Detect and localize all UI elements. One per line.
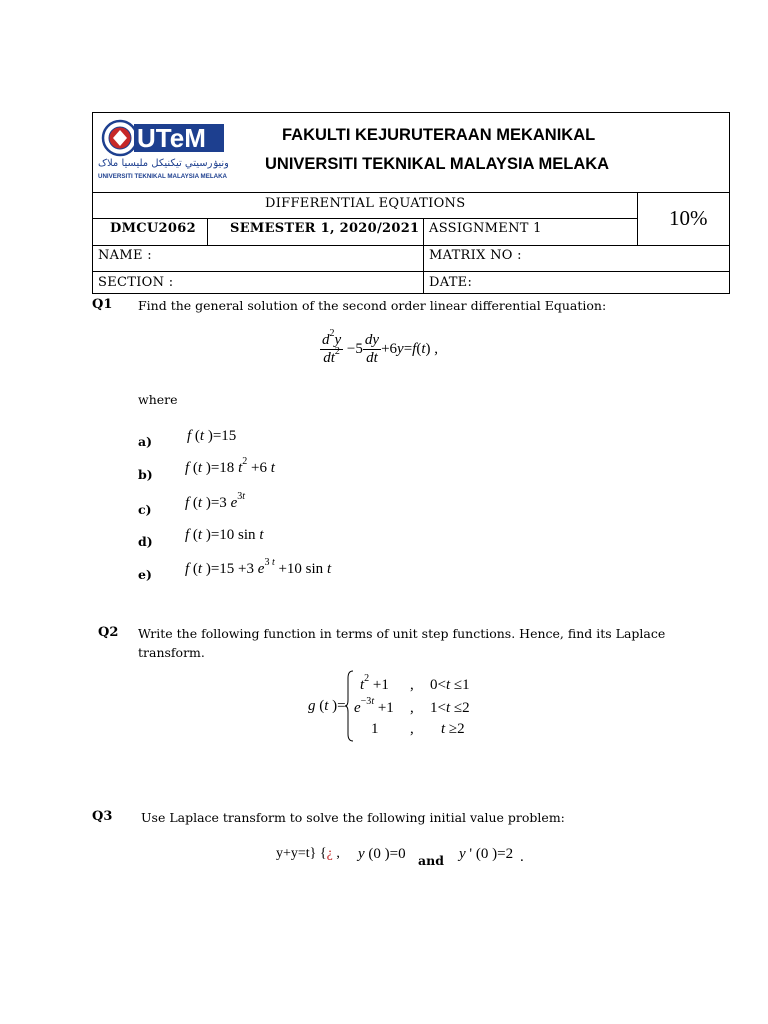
col-divider xyxy=(423,218,424,294)
university-title: UNIVERSITI TEKNIKAL MALAYSIA MELAKA xyxy=(265,155,610,173)
question-text: Find the general solution of the second order linear differential Equation: xyxy=(138,298,607,313)
part-label: a) xyxy=(138,434,153,449)
piece-1-expr: $t^2 +1$ xyxy=(360,673,389,693)
matrix-label: MATRIX NO : xyxy=(429,248,522,263)
subject-title: DIFFERENTIAL EQUATIONS xyxy=(265,196,466,211)
part-label: b) xyxy=(138,467,153,482)
part-label: d) xyxy=(138,534,153,549)
part-b-equation: f (t )=18 $t^2 +6$ t xyxy=(185,456,275,476)
piece-3-domain: t ≥2 xyxy=(441,721,465,737)
date-label: DATE: xyxy=(429,275,473,290)
part-label: e) xyxy=(138,567,152,582)
question-number: Q3 xyxy=(92,809,113,824)
row-divider xyxy=(92,271,730,272)
piece-3-expr: 1 xyxy=(371,721,379,737)
col-divider xyxy=(207,218,208,245)
piece-2-expr: $e^{-3t} +1$ xyxy=(354,696,394,716)
question-number: Q1 xyxy=(92,297,113,312)
question-text: Write the following function in terms of unit step functions. Hence, find its Laplace xyxy=(138,626,666,641)
q1-equation: $\frac{d^2y}{dt^2}$ −5 $\frac{dy}{dt}$ +6y=f(t) , xyxy=(322,328,439,366)
part-a-equation: f (t )=15 xyxy=(187,428,237,444)
part-label: c) xyxy=(138,502,152,517)
section-label: SECTION : xyxy=(98,275,174,290)
q3-ode: y+y=t} {¿ , xyxy=(276,846,340,861)
faculty-title: FAKULTI KEJURUTERAAN MEKANIKAL xyxy=(282,126,596,144)
g-of-t-label: g (t )= xyxy=(308,698,346,714)
utem-logo-graphic xyxy=(96,116,228,188)
row-divider xyxy=(92,245,730,246)
and-word: and xyxy=(418,853,444,868)
course-code: DMCU2062 xyxy=(110,221,196,236)
row-divider xyxy=(92,218,637,219)
utem-logo xyxy=(96,116,228,188)
semester: SEMESTER 1, 2020/2021 xyxy=(230,221,420,236)
name-label: NAME : xyxy=(98,248,152,263)
assignment-number: ASSIGNMENT 1 xyxy=(429,221,542,236)
question-text-cont: transform. xyxy=(138,645,205,660)
row-divider xyxy=(92,192,730,193)
question-number: Q2 xyxy=(98,625,119,640)
question-text: Use Laplace transform to solve the following initial value problem: xyxy=(141,810,565,825)
svg-text:UNIVERSITI TEKNIKAL MALAYSIA M: UNIVERSITI TEKNIKAL MALAYSIA MELAKA xyxy=(98,173,228,180)
svg-text:اونيۏرسيتي تيکنيکل مليسيا ملاک: اونيۏرسيتي تيکنيکل مليسيا ملاک xyxy=(98,158,228,169)
piece-1-domain: 0<t ≤1 xyxy=(430,677,470,693)
col-divider xyxy=(637,192,638,245)
svg-text:UTeM: UTeM xyxy=(137,123,206,153)
q3-initial-yprime: y ' (0 )=2 xyxy=(459,846,514,862)
where-label: where xyxy=(138,392,178,407)
q3-initial-y: y (0 )=0 xyxy=(358,846,406,862)
part-e-equation: f (t )=15 +3 $e^{3 t} +10$ sin t xyxy=(185,557,332,577)
piece-2-domain: 1<t ≤2 xyxy=(430,700,470,716)
part-c-equation: f (t )=3 $e^{3t}$ xyxy=(185,491,246,511)
assignment-weight: 10% xyxy=(669,206,708,230)
brace xyxy=(344,670,354,742)
part-d-equation: f (t )=10 sin t xyxy=(185,527,264,543)
